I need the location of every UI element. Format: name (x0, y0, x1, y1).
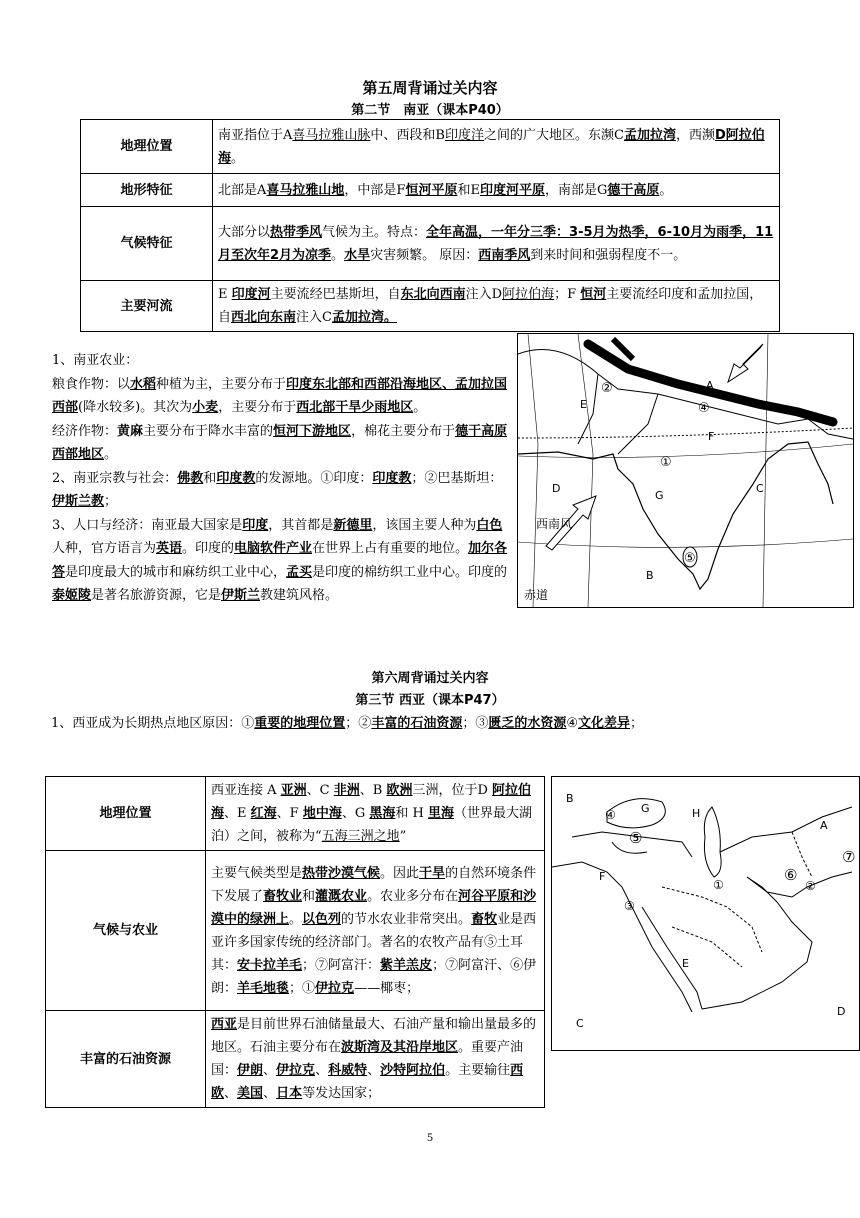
label-1: ① (660, 455, 672, 470)
row-content-rivers: E 印度河主要流经巴基斯坦，自东北向西南注入D阿拉伯海；F 恒河主要流经印度和孟加拉国，自西北向东南注入C孟加拉湾。 (213, 281, 780, 332)
page-number: 5 (427, 1130, 433, 1144)
label-E: E (580, 398, 587, 411)
tropic-line (518, 428, 853, 438)
label-3: ③ (624, 899, 635, 913)
label-D: D (837, 1005, 846, 1018)
label-A: A (706, 379, 714, 392)
label-A: A (820, 819, 828, 832)
border-line (618, 394, 658, 454)
label-4: ④ (605, 808, 616, 822)
range-branch (613, 339, 633, 359)
gulf-coast (747, 877, 807, 897)
row-label-terrain: 地形特征 (81, 174, 213, 207)
label-C: C (756, 482, 764, 495)
label-F: F (708, 430, 715, 443)
row-label-location: 地理位置 (81, 120, 213, 174)
row-content-location: 南亚指位于A喜马拉雅山脉中、西段和B印度洋之间的广大地区。东濒C孟加拉湾，西濒D阿拉伯海。 (213, 120, 780, 174)
parallel-line (518, 539, 853, 547)
south-asia-table (80, 119, 780, 332)
week6-title: 第六周背诵过关内容 (371, 671, 489, 686)
label-1: ① (713, 878, 724, 892)
row-label-climate: 气候特征 (81, 207, 213, 281)
label-6: ⑥ (784, 866, 798, 884)
label-B: B (646, 569, 654, 582)
row-label-rivers: 主要河流 (81, 281, 213, 332)
notes-food-crops: 粮食作物：以水稻种植为主，主要分布于印度东北部和西部沿海地区、孟加拉国西部(降水较多)。其次为小麦，主要分布于西北部干旱少雨地区。 (52, 376, 508, 415)
label-C: C (576, 1017, 584, 1030)
week5-subtitle: 第二节 南亚（课本P40） (351, 103, 509, 118)
notes-heading-agriculture: 1、南亚农业： (52, 353, 139, 368)
meridian-line (763, 334, 768, 607)
south-asia-map (517, 333, 854, 608)
week5-title: 第五周背诵过关内容 (362, 79, 498, 97)
notes-population: 3、人口与经济：南亚最大国家是印度，其首都是新德里，该国主要人种为白色人种，官方语言为英语。印度的电脑软件产业在世界上占有重要的地位。加尔各答是印度最大的城市和麻纺织工业中心，孟买是印度的棉纺织工业中心。印度的泰姬陵是著名旅游资源，它是伊斯兰教建筑风格。 (52, 517, 508, 603)
label-H: H (692, 807, 701, 820)
label-2: ② (805, 879, 816, 893)
label-B: B (566, 792, 574, 805)
south-asia-map-svg (518, 334, 853, 607)
arrow-icon (728, 344, 763, 382)
label-5: ⑤ (684, 551, 696, 566)
red-sea-coast (642, 907, 702, 1009)
south-asia-notes (52, 349, 510, 608)
row-content-climate-agriculture: 主要气候类型是热带沙漠气候。因此干旱的自然环境条件下发展了畜牧业和灌溉农业。农业多分布在河谷平原和沙漠中的绿洲上。以色列的节水农业非常突出。畜牧业是西亚许多国家传统的经济部门。著名的农牧产品有⑤土耳其：安卡拉羊毛；⑦阿富汗：紫羊羔皮；⑦阿富汗、⑥伊朗：羊毛地毯；①伊拉克——椰枣； (206, 851, 545, 1011)
week6-subtitle: 第三节 西亚（课本P47） (355, 693, 505, 708)
caspian-sea (704, 807, 721, 877)
coastline (518, 442, 833, 589)
row-content-climate: 大部分以热带季风气候为主。特点：全年高温，一年分三季：3-5月为热季，6-10月为雨季，11月至次年2月为凉季。水旱灾害频繁。 原因：西南季风到来时间和强弱程度不一。 (213, 207, 780, 281)
label-equator: 赤道 (524, 588, 549, 602)
west-asia-table (45, 776, 545, 1108)
west-asia-map (551, 776, 860, 1051)
label-E: E (682, 957, 689, 970)
label-F: F (599, 870, 606, 883)
label-5: ⑤ (629, 829, 643, 847)
notes-religion: 2、南亚宗教与社会：佛教和印度教的发源地。①印度：印度教；②巴基斯坦：伊斯兰教； (52, 470, 503, 509)
west-asia-map-svg (552, 777, 859, 1050)
border-line (720, 807, 852, 852)
notes-cash-crops: 经济作物：黄麻主要分布于降水丰富的恒河下游地区，棉花主要分布于德干高原西部地区。 (52, 423, 508, 462)
label-4: ④ (698, 401, 710, 416)
label-G: G (641, 802, 650, 815)
border-line (518, 350, 853, 440)
row-label-oil: 丰富的石油资源 (46, 1011, 206, 1108)
meridian-line (578, 334, 593, 607)
coastline (552, 862, 632, 907)
row-content-location: 西亚连接 A 亚洲、C 非洲、B 欧洲三洲，位于D 阿拉伯海、E 红海、F 地中海、G 黑海和 H 里海（世界最大湖泊）之间，被称为“五海三洲之地” (206, 777, 545, 851)
label-7: ⑦ (842, 848, 856, 866)
row-content-oil: 西亚是目前世界石油储量最大、石油产量和输出量最多的地区。石油主要分布在波斯湾及其沿岸地区。重要产油国：伊朗、伊拉克、科威特、沙特阿拉伯。主要输往西欧、美国、日本等发达国家； (206, 1011, 545, 1108)
arabia-coast (702, 877, 812, 1009)
meridian-line (528, 334, 538, 607)
west-asia-hotspot-reasons: 1、西亚成为长期热点地区原因：①重要的地理位置；②丰富的石油资源；③匮乏的水资源④文化差异； (51, 716, 644, 731)
label-southwest-wind: 西南风 (536, 517, 573, 531)
label-G: G (655, 489, 664, 502)
parallel-line (518, 444, 853, 458)
label-D: D (552, 482, 561, 495)
row-content-terrain: 北部是A喜马拉雅山地，中部是F恒河平原和E印度河平原，南部是G德干高原。 (213, 174, 780, 207)
row-label-location: 地理位置 (46, 777, 206, 851)
row-label-climate-agriculture: 气候与农业 (46, 851, 206, 1011)
label-2: ② (601, 381, 613, 396)
